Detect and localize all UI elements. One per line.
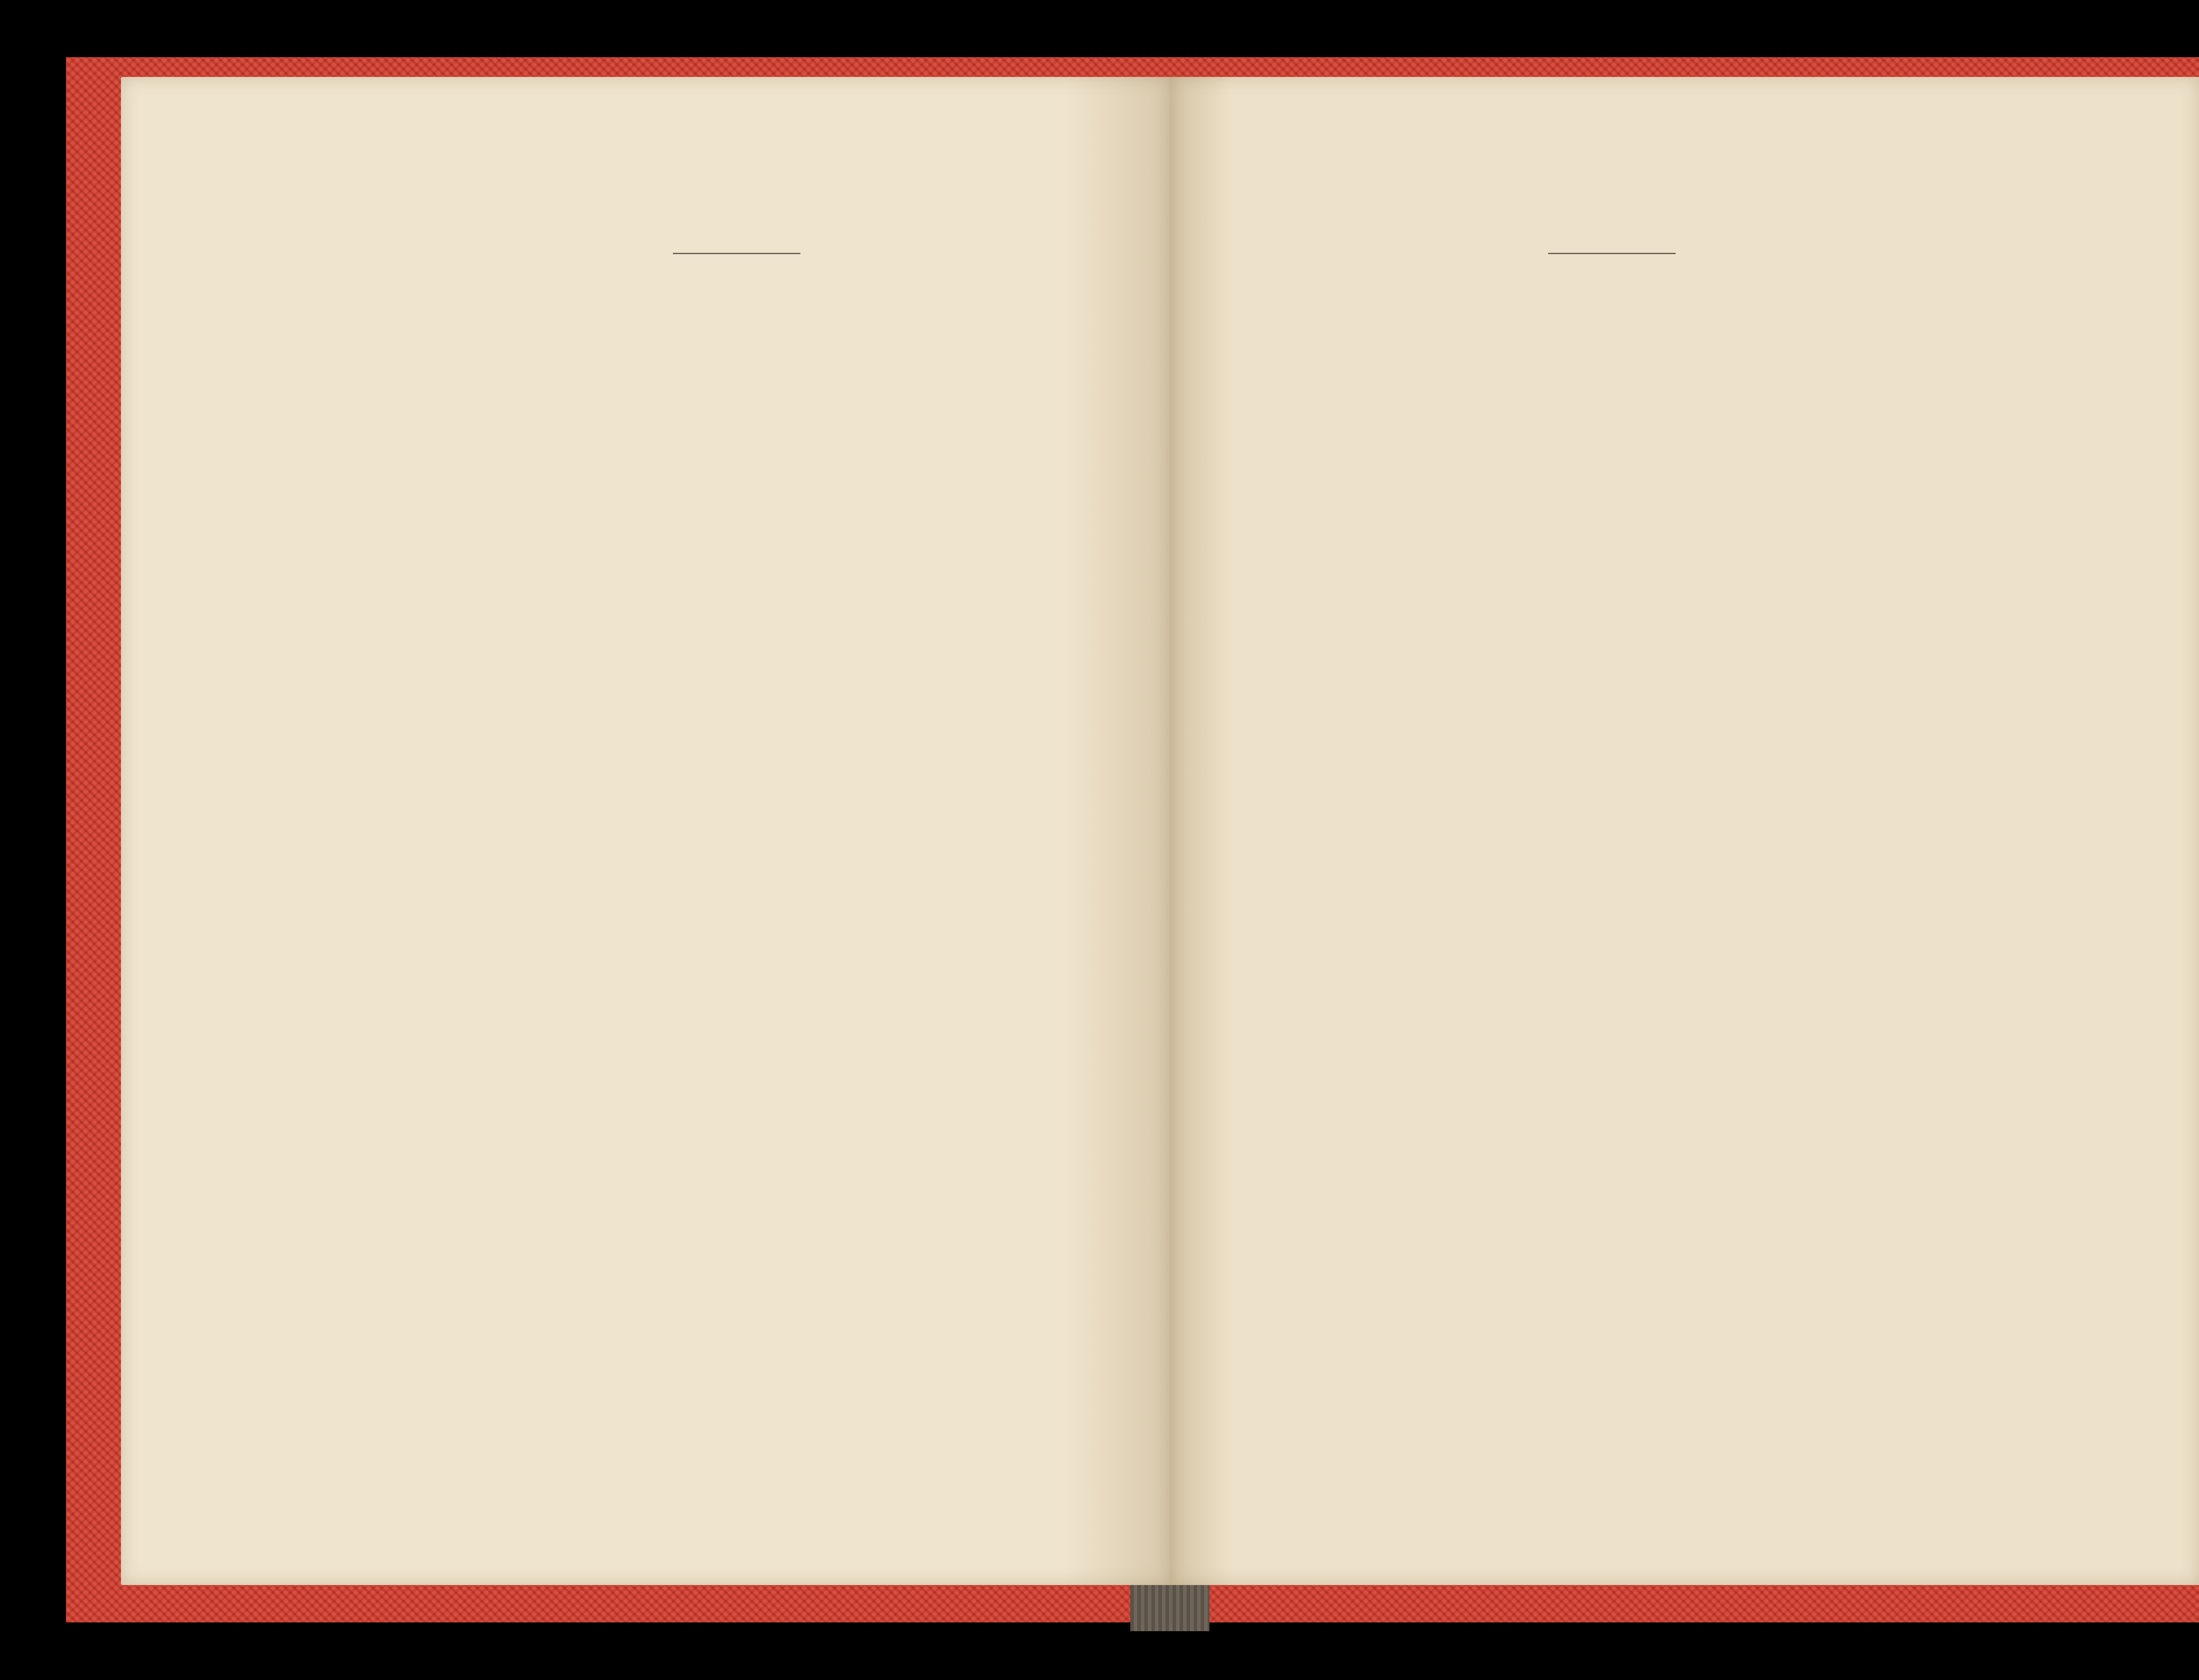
page-number-rule <box>1548 253 1676 254</box>
left-page <box>121 77 1170 1585</box>
right-page <box>1170 77 2199 1585</box>
page-number-rule <box>673 253 800 254</box>
